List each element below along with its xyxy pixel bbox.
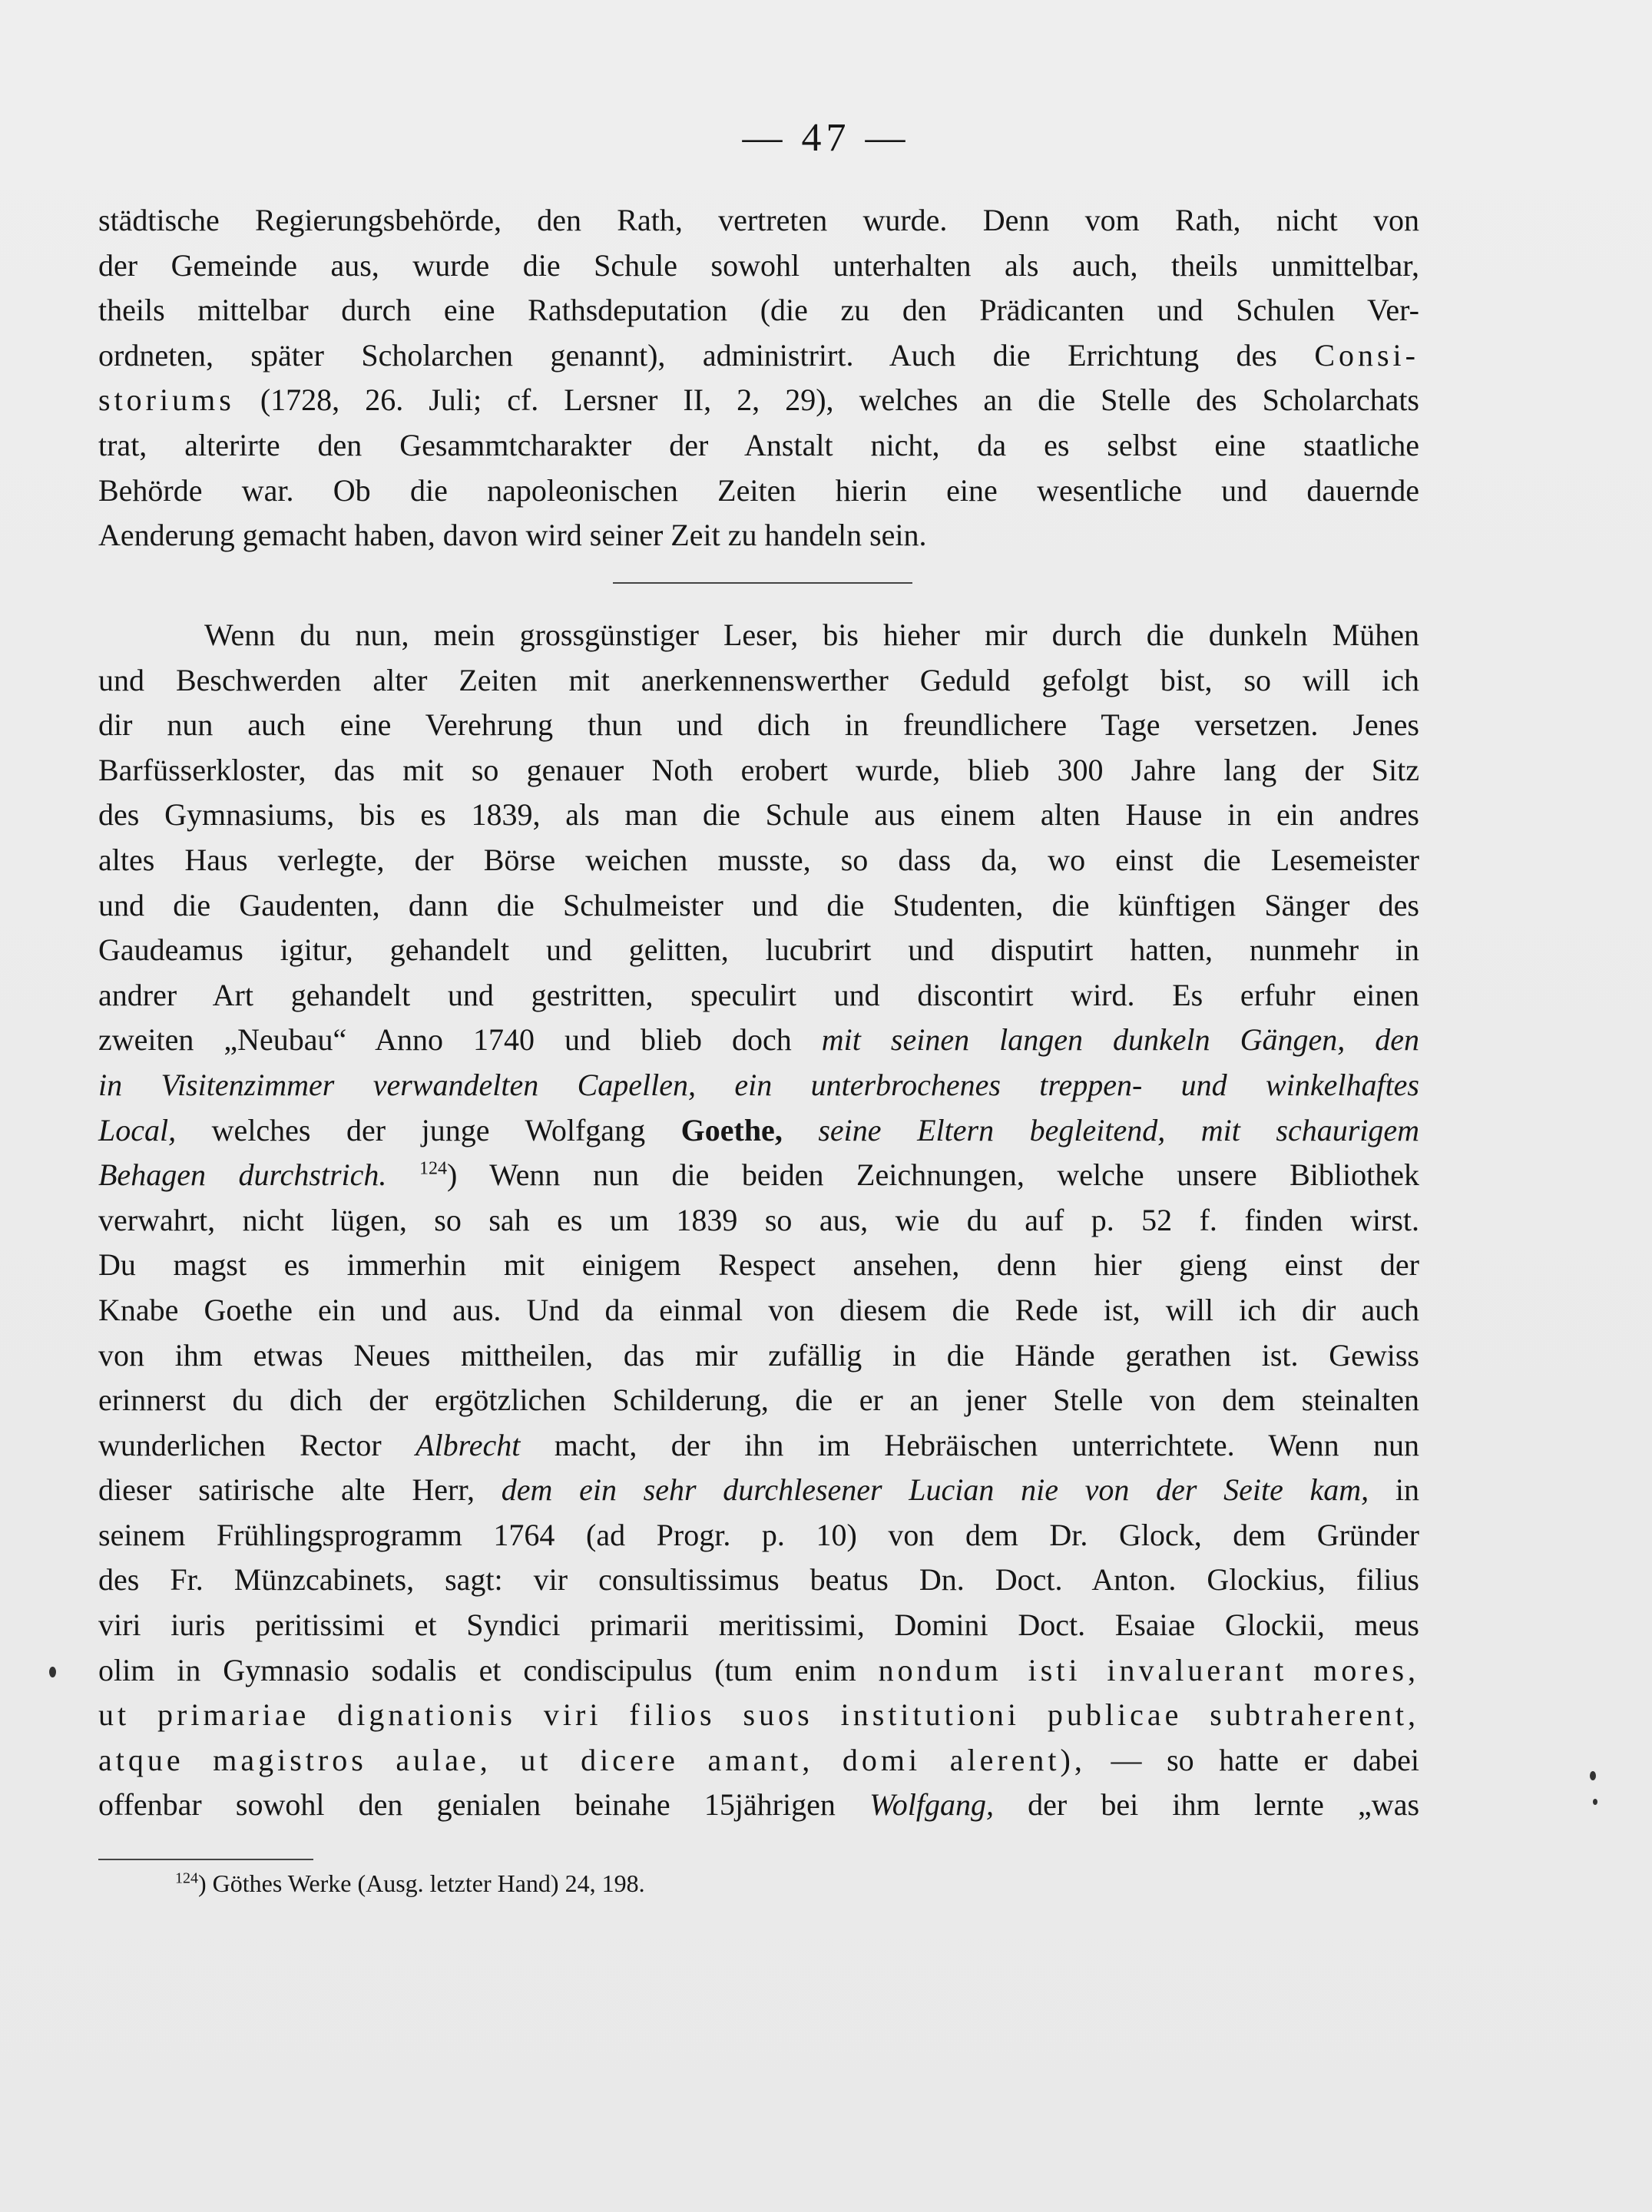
text-line <box>98 1153 1419 1198</box>
text-line: verwahrt, nicht lügen, so sah es um 1839 so aus, wie du auf p. 52 f. finden wirst. <box>98 1202 1419 1237</box>
spaced-phrase: atque magistros aulae, ut dicere amant, domi alerent), <box>98 1742 1086 1777</box>
text-line: viri iuris peritissimi et Syndici primarii meritissimi, Domini Doct. Esaiae Glockii, meus <box>98 1608 1419 1643</box>
text-line: und Beschwerden alter Zeiten mit anerkennenswerther Geduld gefolgt bist, so will ich <box>98 662 1419 697</box>
text-line <box>98 1738 1419 1783</box>
text-line <box>98 1018 1419 1063</box>
italic-phrase: Local, <box>98 1112 177 1147</box>
italic-phrase: dem ein sehr durchlesener Lucian nie von der Seite kam, <box>501 1472 1369 1508</box>
text-fragment: in <box>1395 1472 1420 1508</box>
section-divider <box>613 582 912 584</box>
text-line: erinnerst du dich der ergötzlichen Schilderung, die er an jener Stelle von dem steinalten <box>98 1382 1419 1418</box>
text-line <box>98 333 1419 379</box>
text-fragment: wunderlichen Rector <box>98 1427 382 1462</box>
text-line: Du magst es immerhin mit einigem Respect ansehen, denn hier gieng einst der <box>98 1247 1419 1283</box>
page-number: — 47 — <box>742 116 910 160</box>
text-line: andrer Art gehandelt und gestritten, speculirt und discontirt wird. Es erfuhr einen <box>98 977 1419 1012</box>
text-fragment: macht, der ihn im Hebräischen unterrichtete. Wenn nun <box>554 1427 1419 1462</box>
text-line: seinem Frühlingsprogramm 1764 (ad Progr. p. 10) von dem Dr. Glock, dem Gründer <box>98 1517 1419 1552</box>
footnote-marker: 124 <box>175 1869 198 1887</box>
text-line: der Gemeinde aus, wurde die Schule sowohl unterhalten als auch, theils unmittelbar, <box>98 247 1419 283</box>
footnote-divider <box>98 1859 313 1860</box>
text-line <box>98 1108 1419 1154</box>
text-line: und die Gaudenten, dann die Schulmeister und die Studenten, die künftigen Sänger des <box>98 887 1419 922</box>
text-line: altes Haus verlegte, der Börse weichen musste, so dass da, wo einst die Lesemeister <box>98 842 1419 877</box>
text-line: städtische Regierungsbehörde, den Rath, vertreten wurde. Denn vom Rath, nicht von <box>98 203 1419 237</box>
paragraph-continuation <box>98 198 1419 558</box>
text-line: Barfüsserkloster, das mit so genauer Noth erobert wurde, blieb 300 Jahre lang der Sitz <box>98 752 1419 787</box>
text-fragment: ) Wenn nun die beiden Zeichnungen, welche unsere Bibliothek <box>446 1157 1420 1193</box>
italic-phrase: Albrecht <box>415 1427 521 1462</box>
spaced-word: Consi- <box>1314 337 1419 373</box>
italic-phrase: Behagen durchstrich. <box>98 1157 387 1193</box>
footnote <box>175 1866 645 1900</box>
text-fragment: olim in Gymnasio sodalis et condiscipulus (tum enim <box>98 1652 856 1687</box>
text-line: Gaudeamus igitur, gehandelt und gelitten, lucubrirt und disputirt hatten, nunmehr in <box>98 932 1419 968</box>
text-line: des Gymnasiums, bis es 1839, als man die Schule aus einem alten Hause in ein andres <box>98 797 1419 833</box>
text-line <box>98 1783 1419 1828</box>
italic-phrase: seine Eltern begleitend, mit schaurigem <box>818 1112 1420 1147</box>
text-line <box>98 378 1419 423</box>
paragraph-main <box>98 613 1419 1828</box>
italic-phrase: mit seinen langen dunkeln Gängen, den <box>821 1022 1419 1058</box>
text-line: Wenn du nun, mein grossgünstiger Leser, bis hieher mir durch die dunkeln Mühen <box>204 618 1419 652</box>
spaced-phrase: nondum isti invaluerant mores, <box>878 1652 1420 1687</box>
text-line <box>98 1468 1419 1513</box>
text-line <box>98 1648 1419 1694</box>
text-fragment: ordneten, später Scholarchen genannt), administrirt. Auch die Errichtung des <box>98 337 1277 373</box>
bold-name: Goethe, <box>680 1112 783 1147</box>
footnote-reference[interactable]: 124 <box>419 1158 447 1179</box>
text-fragment: offenbar sowohl den genialen beinahe 15jährigen <box>98 1787 836 1823</box>
text-fragment: welches der junge Wolfgang <box>211 1112 646 1147</box>
scan-speck <box>1593 1799 1597 1805</box>
text-fragment: der bei ihm lernte „was <box>1028 1787 1420 1823</box>
text-line: dir nun auch eine Verehrung thun und dich in freundlichere Tage versetzen. Jenes <box>98 707 1419 743</box>
text-line: trat, alterirte den Gesammtcharakter der Anstalt nicht, da es selbst eine staatliche <box>98 427 1419 462</box>
text-line <box>98 1423 1419 1469</box>
text-line: in Visitenzimmer verwandelten Capellen, ein unterbrochenes treppen- und winkelhaftes <box>98 1067 1419 1102</box>
text-line: Aenderung gemacht haben, davon wird seiner Zeit zu handeln sein. <box>98 518 927 553</box>
scan-speck <box>1590 1771 1596 1780</box>
text-fragment: zweiten „Neubau“ Anno 1740 und blieb doch <box>98 1022 792 1058</box>
italic-phrase: Wolfgang, <box>869 1787 994 1823</box>
text-fragment: (1728, 26. Juli; cf. Lersner II, 2, 29), welches an die Stelle des Scholarchats <box>260 382 1419 418</box>
scan-speck <box>49 1667 56 1677</box>
text-line: Behörde war. Ob die napoleonischen Zeiten hierin eine wesentliche und dauernde <box>98 472 1419 508</box>
spaced-word: storiums <box>98 382 235 418</box>
footnote-text: ) Göthes Werke (Ausg. letzter Hand) 24, 198. <box>198 1869 645 1897</box>
text-line: des Fr. Münzcabinets, sagt: vir consultissimus beatus Dn. Doct. Anton. Glockius, filius <box>98 1562 1419 1598</box>
text-fragment: dieser satirische alte Herr, <box>98 1472 475 1508</box>
text-line: von ihm etwas Neues mittheilen, das mir zufällig in die Hände gerathen ist. Gewiss <box>98 1337 1419 1373</box>
text-line: ut primariae dignationis viri filios suos institutioni publicae subtraherent, <box>98 1697 1419 1733</box>
text-fragment: — so hatte er dabei <box>1111 1742 1419 1777</box>
text-line: Knabe Goethe ein und aus. Und da einmal von diesem die Rede ist, will ich dir auch <box>98 1292 1419 1327</box>
text-line: theils mittelbar durch eine Rathsdeputation (die zu den Prädicanten und Schulen Ver- <box>98 293 1419 328</box>
